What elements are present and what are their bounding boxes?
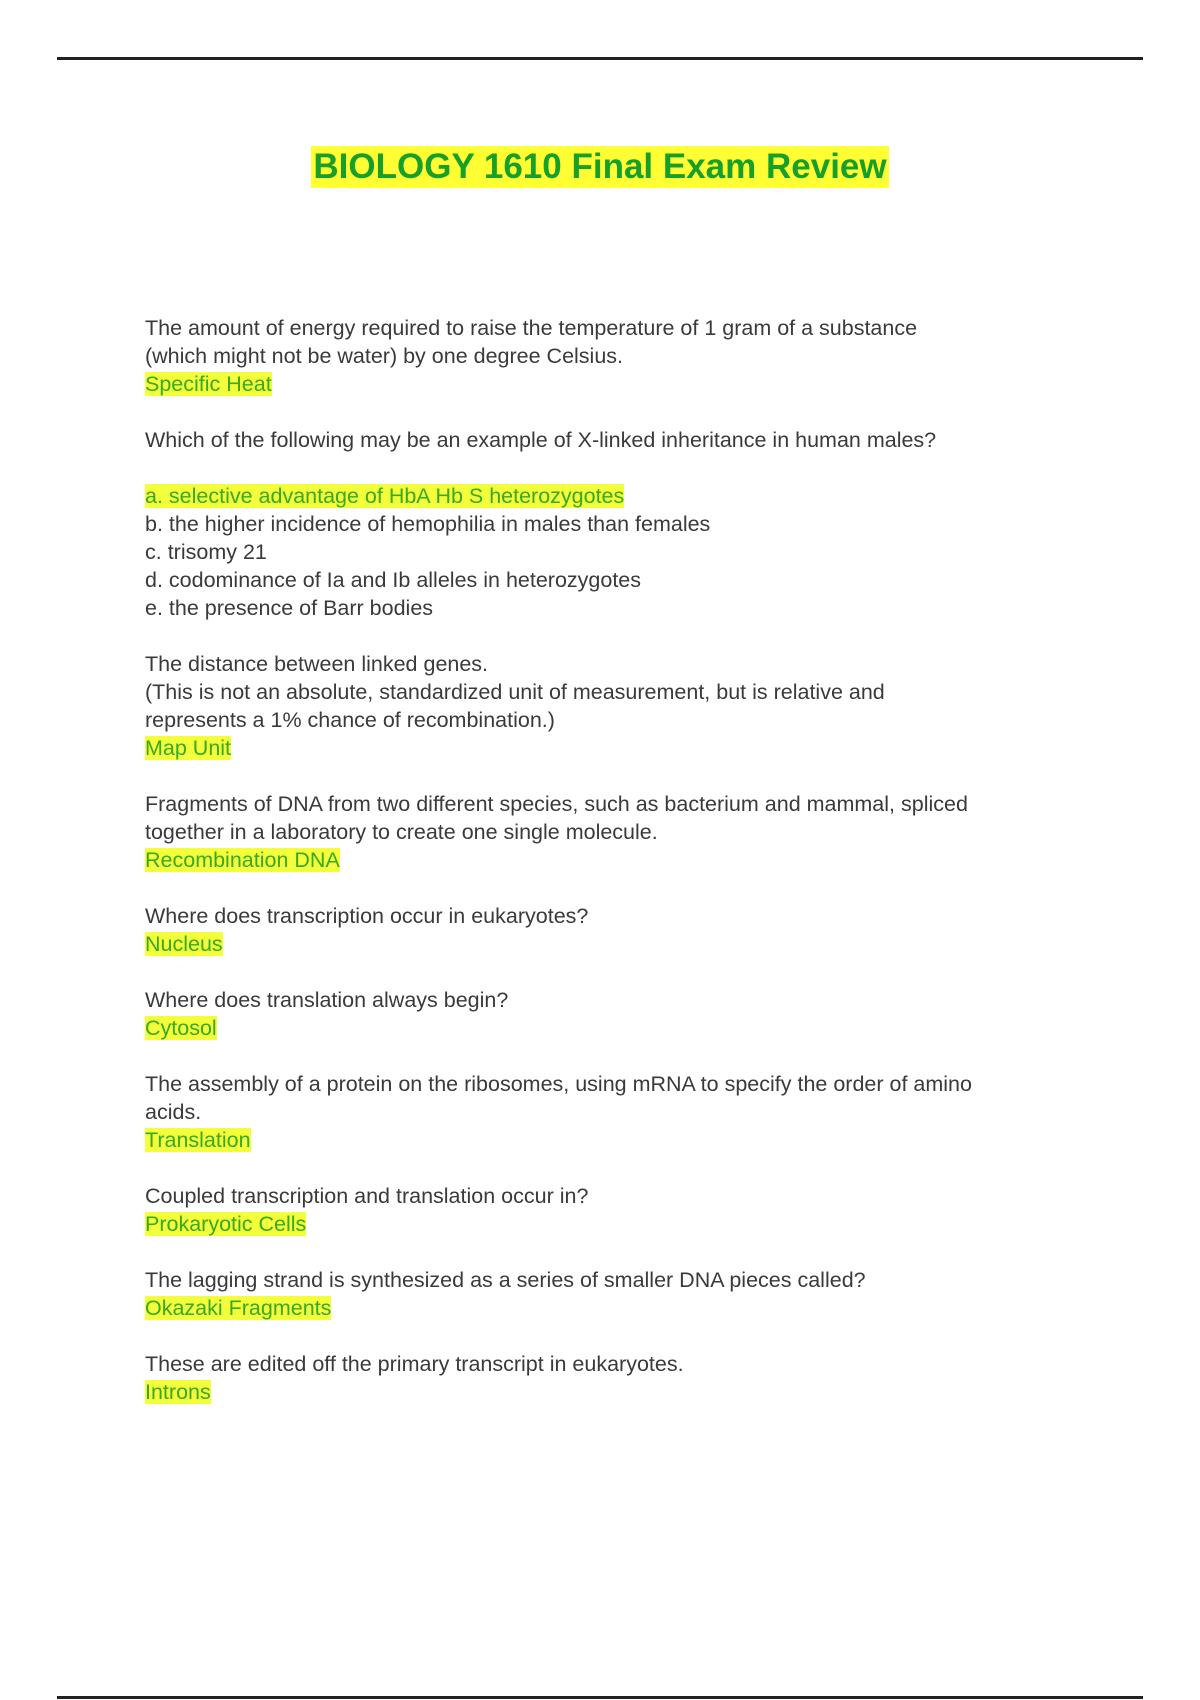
question-text: Where does translation always begin? — [145, 988, 509, 1012]
answer-option: d. codominance of Ia and Ib alleles in heterozygotes — [145, 568, 642, 592]
option-line — [145, 538, 1105, 566]
answer-line — [145, 1014, 1105, 1042]
highlighted-answer: Cytosol — [145, 1016, 217, 1040]
question-text: acids. — [145, 1100, 202, 1124]
page-title: BIOLOGY 1610 Final Exam Review — [313, 147, 887, 186]
question-text: Where does transcription occur in eukaryotes? — [145, 904, 589, 928]
answer-line — [145, 734, 1105, 762]
highlighted-answer: Nucleus — [145, 932, 223, 956]
question-block — [145, 986, 1105, 1042]
answer-option: e. the presence of Barr bodies — [145, 596, 434, 620]
answer-line — [145, 1378, 1105, 1406]
question-block — [145, 1182, 1105, 1238]
question-text: (which might not be water) by one degree Celsius. — [145, 344, 624, 368]
question-text: Which of the following may be an example of X-linked inheritance in human males? — [145, 428, 937, 452]
question-text: The amount of energy required to raise the temperature of 1 gram of a substance — [145, 316, 918, 340]
question-text: The distance between linked genes. — [145, 652, 489, 676]
question-text: The lagging strand is synthesized as a series of smaller DNA pieces called? — [145, 1268, 866, 1292]
question-text: represents a 1% chance of recombination.) — [145, 708, 555, 732]
spacer — [145, 454, 1105, 482]
answer-line — [145, 1294, 1105, 1322]
question-block — [145, 650, 1105, 762]
answer-option: b. the higher incidence of hemophilia in males than females — [145, 512, 711, 536]
title-container — [0, 146, 1200, 188]
review-content — [145, 314, 1105, 1434]
question-text: These are edited off the primary transcript in eukaryotes. — [145, 1352, 684, 1376]
question-block — [145, 1266, 1105, 1322]
option-line — [145, 482, 1105, 510]
highlighted-answer: Recombination DNA — [145, 848, 340, 872]
answer-line — [145, 930, 1105, 958]
question-text: Fragments of DNA from two different species, such as bacterium and mammal, spliced — [145, 792, 968, 816]
answer-line — [145, 370, 1105, 398]
highlighted-answer: Introns — [145, 1380, 211, 1404]
highlighted-answer: Prokaryotic Cells — [145, 1212, 307, 1236]
highlighted-answer: Specific Heat — [145, 372, 272, 396]
option-line — [145, 566, 1105, 594]
question-block — [145, 1070, 1105, 1154]
question-text: Coupled transcription and translation occur in? — [145, 1184, 589, 1208]
highlighted-answer: Translation — [145, 1128, 251, 1152]
option-line — [145, 594, 1105, 622]
footer-rule — [57, 1696, 1143, 1699]
answer-line — [145, 846, 1105, 874]
question-block — [145, 1350, 1105, 1406]
answer-option: c. trisomy 21 — [145, 540, 267, 564]
question-text: The assembly of a protein on the ribosomes, using mRNA to specify the order of amino — [145, 1072, 972, 1096]
question-block — [145, 314, 1105, 398]
highlighted-answer: Map Unit — [145, 736, 232, 760]
question-block — [145, 902, 1105, 958]
question-text: (This is not an absolute, standardized unit of measurement, but is relative and — [145, 680, 885, 704]
answer-line — [145, 1210, 1105, 1238]
question-block — [145, 426, 1105, 622]
option-line — [145, 510, 1105, 538]
question-block — [145, 790, 1105, 874]
question-text: together in a laboratory to create one single molecule. — [145, 820, 658, 844]
highlighted-answer: Okazaki Fragments — [145, 1296, 332, 1320]
answer-line — [145, 1126, 1105, 1154]
header-rule — [57, 57, 1143, 60]
highlighted-answer-option: a. selective advantage of HbA Hb S heterozygotes — [145, 484, 625, 508]
